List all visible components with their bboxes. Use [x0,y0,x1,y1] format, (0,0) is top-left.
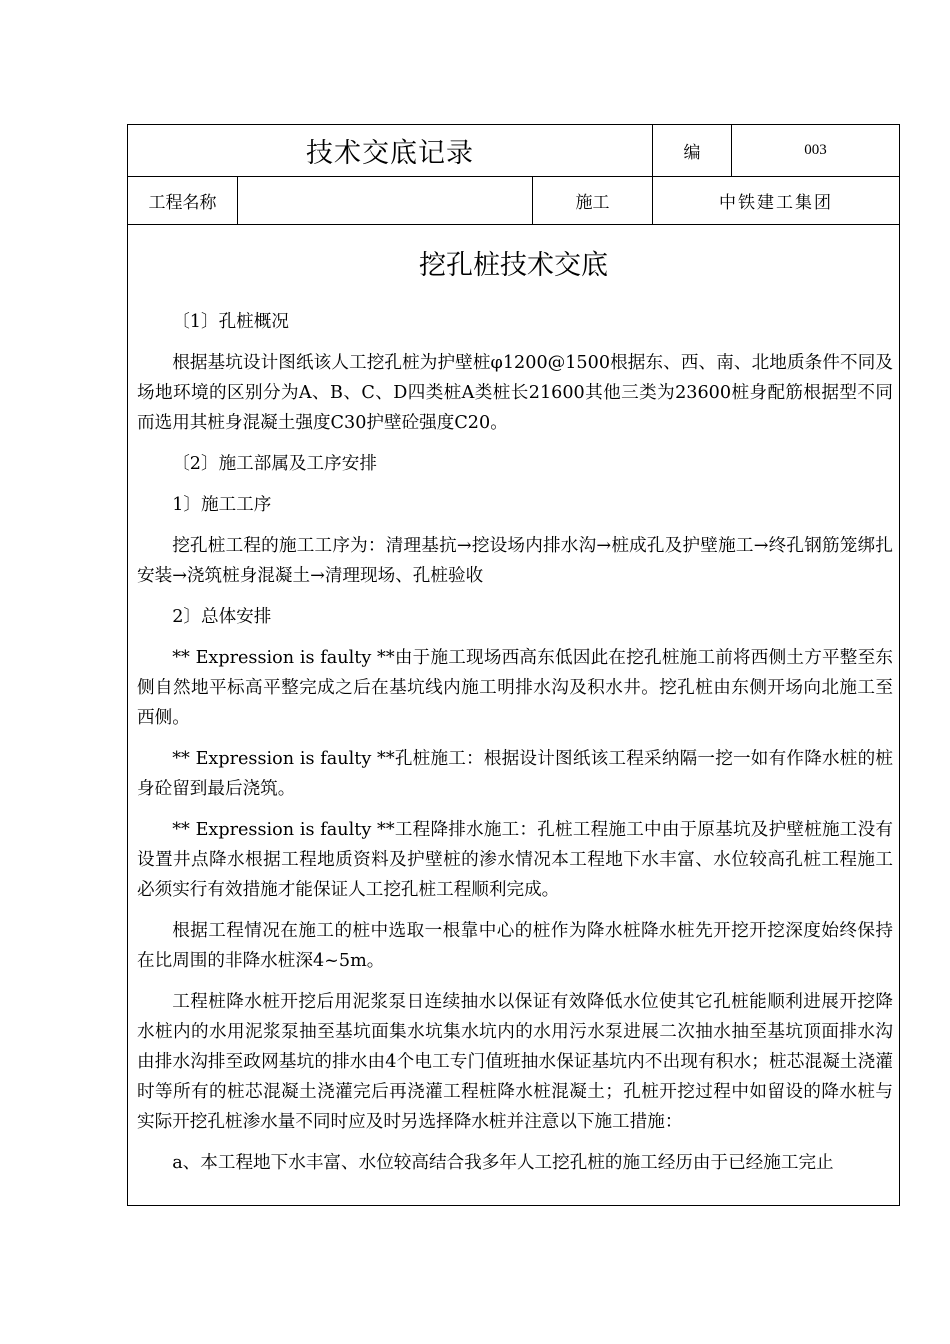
paragraph: 〔1〕孔桩概况 [172,312,289,332]
construction-unit: 中铁建工集团 [719,192,833,213]
paragraph: a、本工程地下水丰富、水位较高结合我多年人工挖孔桩的施工经历由于已经施工完止 [172,1153,834,1173]
paragraph: 挖孔桩工程的施工工序为：清理基抗→挖设场内排水沟→桩成孔及护壁施工→终孔钢筋笼绑扎安装→浇筑桩身混凝土→清理现场、孔桩验收 [137,536,893,586]
paragraph: 根据基坑设计图纸该人工挖孔桩为护壁桩φ1200@1500根据东、西、南、北地质条件不同及场地环境的区别分为A、B、C、D四类桩A类桩长21600其他三类为23600桩身配筋根据型不同而选用其桩身混凝土强度C30护壁砼强度C20。 [137,353,893,433]
paragraph: ** Expression is faulty **孔桩施工：根据设计图纸该工程采纳隔一挖一如有作降水桩的桩身砼留到最后浇筑。 [137,749,893,799]
code-label: 编 [653,125,732,176]
document-body [128,225,899,1205]
paragraph: 1〕施工工序 [172,495,272,515]
project-name-value [238,176,533,224]
paragraph: ** Expression is faulty **由于施工现场西高东低因此在挖孔桩施工前将西侧土方平整至东侧自然地平标高平整完成之后在基坑线内施工明排水沟及积水井。挖孔桩由东侧开场向北施工至西侧。 [137,648,893,728]
paragraph: 根据工程情况在施工的桩中选取一根靠中心的桩作为降水桩降水桩先开挖开挖深度始终保持在比周围的非降水桩深4~5m。 [137,921,893,971]
paragraph: ** Expression is faulty **工程降排水施工：孔桩工程施工中由于原基坑及护壁桩施工没有设置井点降水根据工程地质资料及护壁桩的渗水情况本工程地下水丰富、水位较高孔桩工程施工必须实行有效措施才能保证人工挖孔桩工程顺利完成。 [137,820,893,900]
form-title: 技术交底记录 [128,125,653,176]
project-row [128,176,899,225]
paragraph: 工程桩降水桩开挖后用泥浆泵日连续抽水以保证有效降低水位使其它孔桩能顺利进展开挖降水桩内的水用泥浆泵抽至基坑面集水坑集水坑内的水用污水泵进展二次抽水抽至基坑顶面排水沟由排水沟排至政网基坑的排水由4个电工专门值班抽水保证基坑内不出现有积水；桩芯混凝土浇灌时等所有的桩芯混凝土浇灌完后再浇灌工程桩降水桩混凝土；孔桩开挖过程中如留设的降水桩与实际开挖孔桩渗水量不同时应及时另选择降水桩并注意以下施工措施： [137,992,893,1132]
header-row [128,125,899,177]
document-content [137,307,893,1189]
code-value: 003 [804,142,827,158]
document-title: 挖孔桩技术交底 [419,250,608,281]
paragraph: 〔2〕施工部属及工序安排 [172,454,377,474]
construction-label: 施工 [533,176,653,224]
document-page [127,124,900,1206]
paragraph: 2〕总体安排 [172,607,272,627]
project-name-label: 工程名称 [128,176,238,224]
